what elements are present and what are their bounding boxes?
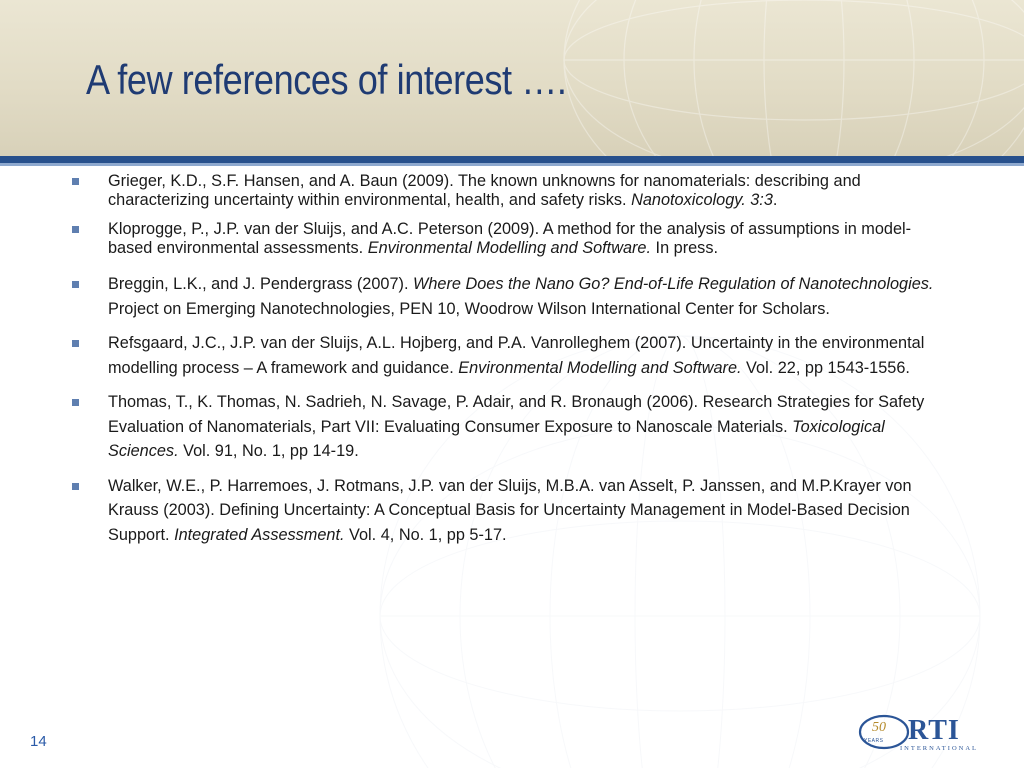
reference-item [70, 220, 950, 258]
square-bullet-icon [72, 399, 79, 406]
slide-title: A few references of interest …. [86, 56, 567, 103]
square-bullet-icon [72, 281, 79, 288]
reference-details: Vol. 91, No. 1, pp 14-19. [178, 442, 359, 460]
reference-authors-title: Walker, W.E., P. Harremoes, J. Rotmans, J.P. van der Sluijs, M.B.A. van Asselt, P. Janssen, and M.P.Krayer von Krauss (2003). Defining Uncertainty: A Conceptual Basis for Uncertainty Management in Model-Based Decision Support. [108, 476, 912, 544]
reference-details: In press. [651, 239, 718, 257]
square-bullet-icon [72, 340, 79, 347]
rti-international-logo [856, 712, 1006, 754]
page-number: 14 [30, 733, 47, 750]
square-bullet-icon [72, 226, 79, 233]
reference-details: Vol. 4, No. 1, pp 5-17. [344, 525, 507, 544]
reference-authors-title: Thomas, T., K. Thomas, N. Sadrieh, N. Savage, P. Adair, and R. Bronaugh (2006). Research Strategies for Safety Evaluation of Nanomaterials, Part VII: Evaluating Consumer Exposure to Nanoscale Materials. [108, 393, 925, 436]
reference-authors-title: Grieger, K.D., S.F. Hansen, and A. Baun (2009). The known unknowns for nanomaterials: describing and characterizing uncertainty within environmental, health, and safety risks. [108, 172, 861, 209]
slide-header [0, 0, 1024, 156]
reference-item [70, 331, 950, 380]
square-bullet-icon [72, 178, 79, 185]
logo-brand: RTI [908, 715, 960, 746]
reference-list [70, 172, 950, 557]
globe-watermark-icon [544, 0, 1024, 156]
reference-source: Toxicological Sciences. [108, 417, 885, 460]
reference-source: Environmental Modelling and Software. [458, 358, 742, 377]
reference-source: Environmental Modelling and Software. [367, 239, 652, 257]
reference-item [70, 272, 950, 321]
logo-subtitle: INTERNATIONAL [900, 745, 978, 752]
reference-details: Project on Emerging Nanotechnologies, PEN 10, Woodrow Wilson International Center for Scholars. [108, 299, 830, 318]
reference-authors-title: Breggin, L.K., and J. Pendergrass (2007). [108, 275, 413, 293]
reference-details: Vol. 22, pp 1543-1556. [741, 358, 910, 377]
square-bullet-icon [72, 483, 79, 490]
reference-item [70, 474, 950, 548]
reference-source: Nanotoxicology. 3:3 [631, 191, 773, 209]
reference-item [70, 172, 950, 210]
reference-item [70, 390, 950, 464]
header-divider [0, 156, 1024, 163]
reference-source: Integrated Assessment. [174, 525, 345, 544]
reference-authors-title: Kloprogge, P., J.P. van der Sluijs, and A.C. Peterson (2009). A method for the analysis of assumptions in model-based environmental assessments. [108, 220, 912, 257]
reference-authors-title: Refsgaard, J.C., J.P. van der Sluijs, A.L. Hojberg, and P.A. Vanrolleghem (2007). Uncertainty in the environmental modelling process – A framework and guidance. [108, 334, 925, 377]
reference-source: Where Does the Nano Go? End-of-Life Regulation of Nanotechnologies. [413, 275, 934, 293]
logo-years-label: YEARS [864, 738, 884, 744]
reference-details: . [772, 191, 778, 209]
logo-years-number: 50 [872, 720, 886, 735]
